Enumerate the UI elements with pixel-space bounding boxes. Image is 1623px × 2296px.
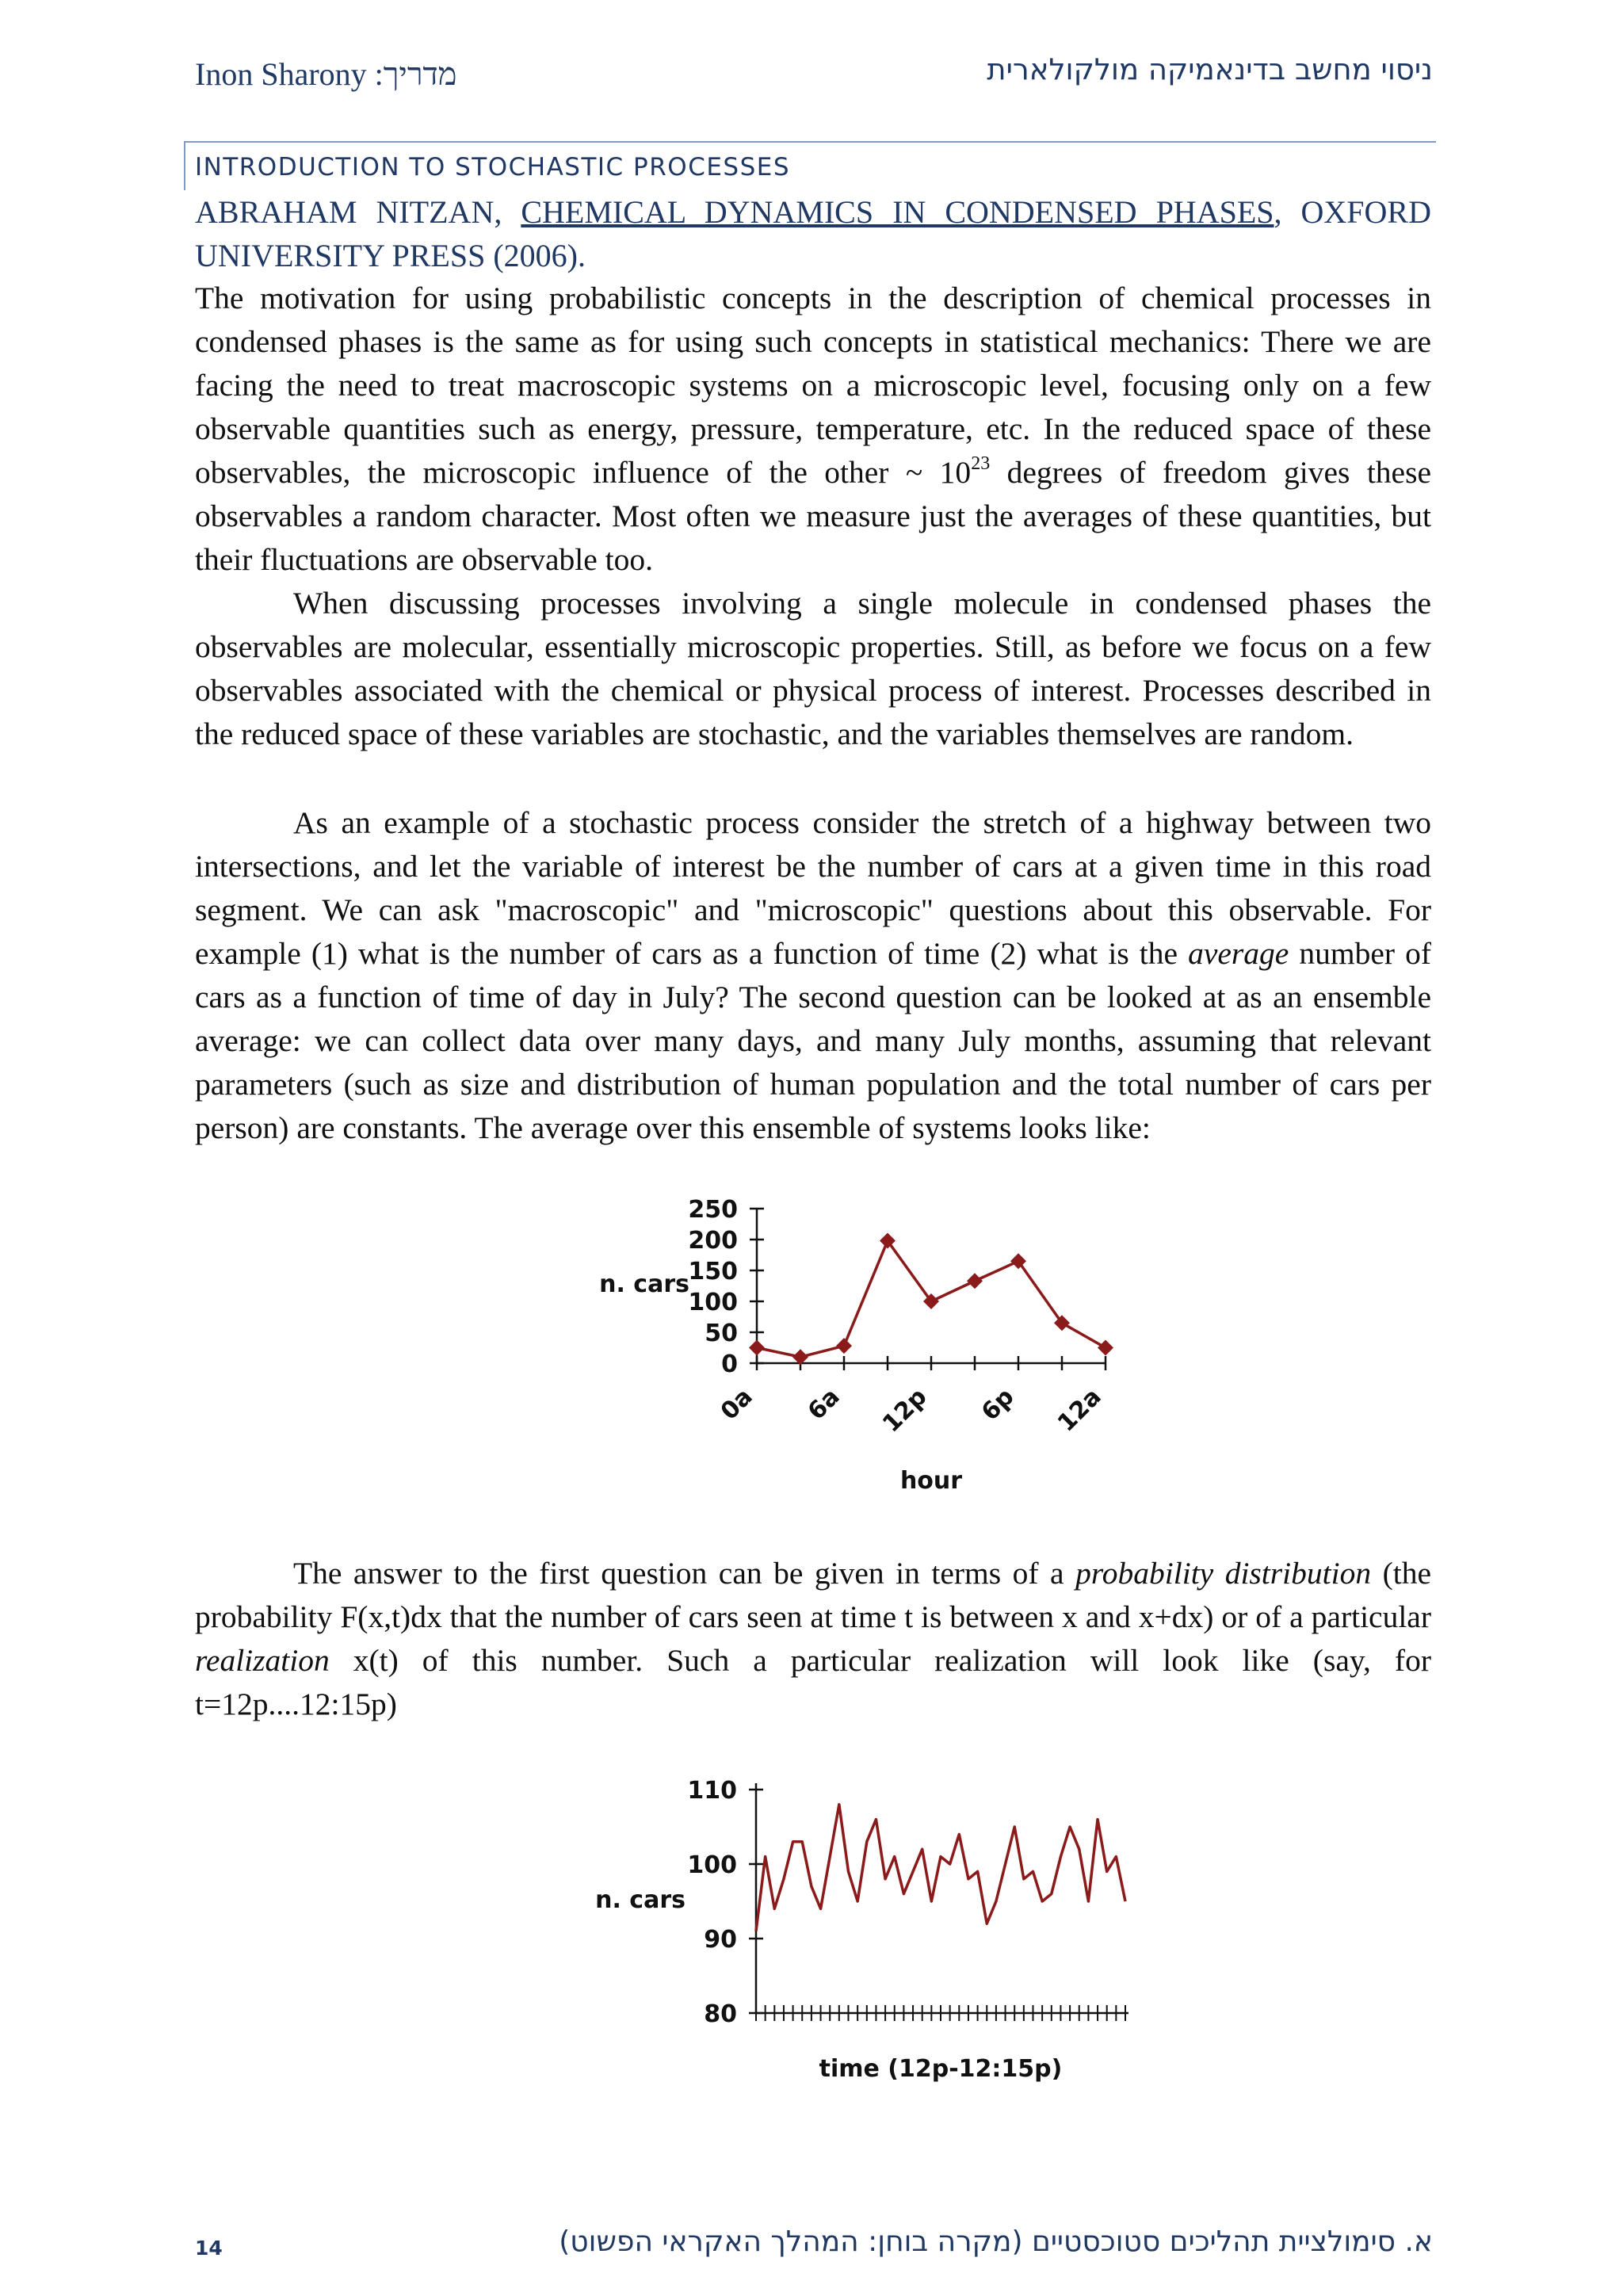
paragraph-text: number of cars as a function of time of day in July? The second question can be looked at as an ensemble average: we can collect data over many days, and many July months, assuming that relevant parameters (such as size and distribution of human population and the total number of cars per person) are constants. The average over this ensemble of systems looks like:	[195, 936, 1431, 1145]
data-point	[1098, 1340, 1113, 1356]
paragraph-highway-example	[195, 801, 1431, 1150]
x-tick-label: 6a	[802, 1382, 846, 1426]
data-point	[836, 1338, 852, 1354]
y-tick-label: 90	[704, 1926, 737, 1954]
reference-citation	[195, 190, 1431, 277]
x-axis-label: time (12p-12:15p)	[819, 2055, 1063, 2083]
y-axis-label: n. cars	[599, 1270, 689, 1298]
x-tick-label: 12a	[1052, 1382, 1107, 1438]
paragraph-text: The motivation for using probabilistic concepts in the description of chemical processes in condensed phases is the same as for using such concepts in statistical mechanics: There we are facing the need to treat macroscopic systems on a microscopic level, focusing only on a few observable quantities such as energy, pressure, temperature, etc. In the reduced space of these observables, the microscopic influence of the other ~ 10	[195, 281, 1431, 490]
y-tick-label: 200	[688, 1227, 738, 1255]
paragraph-single-molecule: When discussing processes involving a single molecule in condensed phases the observables are molecular, essentially microscopic properties. Still, as before we focus on a few observables associated with the chemical or physical process of interest. Processes described in the reduced space of these variables are stochastic, and the variables themselves are random.	[195, 586, 1431, 751]
paragraph-motivation	[195, 277, 1431, 582]
y-tick-label: 0	[721, 1350, 738, 1378]
footer-chapter-title: א. סימולציית תהליכים סטוכסטיים (מקרה בוחן: המהלך האקראי הפשוט)	[559, 2225, 1433, 2258]
paragraph-probability-distribution	[195, 1552, 1431, 1726]
y-tick-label: 100	[688, 1289, 738, 1316]
x-axis-label: hour	[899, 1467, 963, 1495]
header-divider	[184, 141, 1436, 143]
x-tick-label: 0a	[715, 1382, 758, 1426]
y-axis-label: n. cars	[595, 1886, 685, 1914]
header-course-title: ניסוי מחשב בדינאמיקה מולקולארית	[987, 52, 1433, 86]
y-tick-label: 110	[687, 1777, 737, 1805]
emphasis: average	[1188, 936, 1289, 971]
x-tick-label: 12p	[877, 1382, 933, 1438]
series-line	[756, 1805, 1125, 1931]
reference-book-title: CHEMICAL DYNAMICS IN CONDENSED PHASES	[521, 194, 1274, 230]
reference-author: ABRAHAM NITZAN,	[195, 194, 521, 230]
emphasis: probability distribution	[1075, 1556, 1372, 1591]
data-point	[967, 1273, 983, 1289]
paragraph-text: degrees of freedom gives these observables a random character. Most often we measure just the averages of these quantities, but their fluctuations are observable too.	[195, 455, 1431, 577]
data-point	[749, 1340, 765, 1356]
paragraph-text: The answer to the first question can be given in terms of a	[293, 1556, 1076, 1591]
page-number: 14	[195, 2237, 223, 2260]
y-tick-label: 100	[687, 1851, 737, 1879]
y-tick-label: 80	[704, 2000, 737, 2028]
emphasis: realization	[195, 1643, 330, 1678]
reference-publisher: , OXFORD UNIVERSITY PRESS (2006).	[195, 194, 1431, 273]
y-tick-label: 150	[688, 1258, 738, 1286]
paragraph-text: (the probability F(x,t)dx that the number of cars seen at time t is between x and x+dx) or of a particular	[195, 1556, 1431, 1634]
paragraph-text: x(t) of this number. Such a particular realization will look like (say, for t=12p....12:15p)	[195, 1643, 1431, 1721]
y-tick-label: 250	[688, 1196, 738, 1224]
section-title: INTRODUCTION TO STOCHASTIC PROCESSES	[195, 153, 791, 181]
exponent: 23	[971, 453, 991, 474]
average-cars-chart	[586, 1181, 1125, 1514]
paragraph-text: As an example of a stochastic process consider the stretch of a highway between two intersections, and let the variable of interest be the number of cars at a given time in this road segment. We can ask "macroscopic" and "microscopic" questions about this observable. For example (1) what is the number of cars as a function of time (2) what is the	[195, 805, 1431, 971]
x-tick-label: 6p	[976, 1382, 1020, 1427]
realization-cars-chart	[586, 1759, 1141, 2092]
header-instructor: Inon Sharony :מדריך	[195, 56, 457, 92]
y-tick-label: 50	[705, 1320, 738, 1347]
header-divider-tick	[184, 141, 185, 190]
